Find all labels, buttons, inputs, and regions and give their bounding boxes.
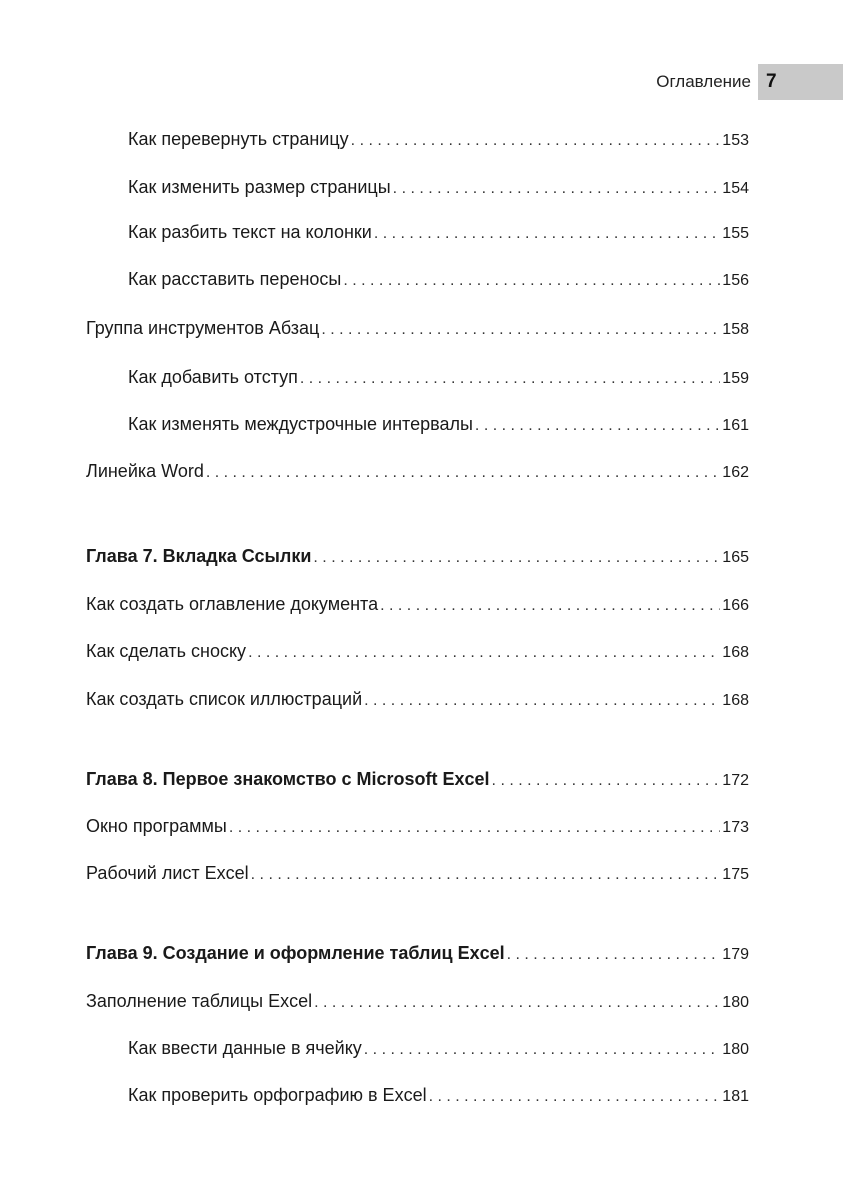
page-number-tab — [758, 64, 843, 100]
toc-entry-title — [86, 939, 505, 967]
toc-entry[interactable] — [128, 410, 749, 438]
toc-entry[interactable] — [128, 265, 749, 293]
toc-entry-title — [86, 590, 378, 618]
toc-entry[interactable] — [86, 590, 749, 618]
toc-entry[interactable] — [86, 637, 749, 665]
toc-entry-title — [128, 218, 372, 246]
toc-entry-page: 162 — [722, 464, 749, 481]
dot-leader — [314, 989, 720, 1017]
dot-leader — [364, 687, 720, 715]
toc-entry[interactable] — [128, 125, 749, 153]
toc-entry[interactable] — [86, 859, 749, 887]
toc-entry[interactable] — [128, 173, 749, 201]
header-title: Оглавление — [656, 72, 751, 91]
toc-entry-title — [86, 637, 246, 665]
dot-leader — [380, 592, 720, 620]
dot-leader — [229, 814, 720, 842]
toc-entry-text: Как создать оглавление документа — [86, 594, 379, 614]
toc-entry-page: 179 — [722, 946, 749, 963]
dot-leader — [248, 639, 720, 667]
toc-entry-page: 181 — [722, 1088, 749, 1105]
page-number: 7 — [766, 71, 777, 92]
toc-entry-page: 158 — [722, 321, 749, 338]
toc-entry-text: Как разбить текст на колонки — [128, 222, 372, 242]
toc-entry[interactable] — [128, 218, 749, 246]
toc-chapter-entry[interactable] — [86, 939, 749, 967]
toc-entry-title — [128, 1034, 362, 1062]
toc-entry-text: Как изменять междустрочные интервалы — [128, 414, 473, 434]
toc-entry-text: Заполнение таблицы Excel — [86, 991, 313, 1011]
toc-entry-page: 161 — [722, 417, 749, 434]
toc-entry-title — [86, 542, 311, 570]
toc-entry[interactable] — [86, 457, 749, 485]
toc-entry-page: 168 — [722, 692, 749, 709]
toc-entry-text: Создание и оформление таблиц Excel — [162, 943, 505, 963]
toc-entry[interactable] — [86, 987, 749, 1015]
toc-entry-text: Рабочий лист Excel — [86, 863, 249, 883]
dot-leader — [321, 316, 720, 344]
dot-leader — [374, 220, 720, 248]
toc-entry-page: 159 — [722, 370, 749, 387]
toc-entry-title — [86, 812, 227, 840]
dot-leader — [351, 127, 721, 155]
toc-entry-page: 154 — [722, 180, 749, 197]
dot-leader — [300, 365, 720, 393]
dot-leader — [429, 1083, 721, 1111]
toc-entry-page: 165 — [722, 549, 749, 566]
toc-entry-title — [86, 685, 362, 713]
dot-leader — [206, 459, 720, 487]
toc-entry-title — [128, 1081, 427, 1109]
toc-entry-title — [86, 457, 204, 485]
toc-entry-text: Как сделать сноску — [86, 641, 247, 661]
toc-entry-text: Группа инструментов Абзац — [86, 318, 320, 338]
toc-entry-title — [86, 859, 249, 887]
toc-entry-text: Как расставить переносы — [128, 269, 342, 289]
toc-chapter-entry[interactable] — [86, 765, 749, 793]
chapter-number: Глава 9. — [86, 943, 158, 963]
dot-leader — [251, 861, 721, 889]
toc-entry-text: Как перевернуть страницу — [128, 129, 349, 149]
toc-entry-title — [128, 363, 298, 391]
toc-entry-text: Как добавить отступ — [128, 367, 298, 387]
toc-entry-text: Как проверить орфографию в Excel — [128, 1085, 427, 1105]
dot-leader — [364, 1036, 721, 1064]
toc-entry-title — [128, 410, 473, 438]
toc-entry[interactable] — [86, 812, 749, 840]
toc-entry[interactable] — [86, 314, 749, 342]
dot-leader — [313, 544, 720, 572]
dot-leader — [343, 267, 720, 295]
toc-entry-title — [86, 765, 490, 793]
toc-entry-page: 153 — [722, 132, 749, 149]
chapter-number: Глава 7. — [86, 546, 158, 566]
dot-leader — [393, 175, 721, 203]
toc-entry-page: 175 — [722, 866, 749, 883]
toc-entry[interactable] — [128, 1081, 749, 1109]
toc-entry-text: Первое знакомство с Microsoft Excel — [162, 769, 490, 789]
toc-entry-page: 156 — [722, 272, 749, 289]
toc-entry-title — [128, 173, 391, 201]
toc-entry-title — [128, 265, 341, 293]
toc-entry-page: 168 — [722, 644, 749, 661]
toc-entry-text: Линейка Word — [86, 461, 204, 481]
toc-entry-text: Окно программы — [86, 816, 227, 836]
toc-entry-text: Вкладка Ссылки — [162, 546, 312, 566]
dot-leader — [475, 412, 720, 440]
toc-entry[interactable] — [86, 685, 749, 713]
toc-entry-title — [128, 125, 349, 153]
toc-entry-page: 172 — [722, 772, 749, 789]
table-of-contents — [86, 0, 749, 1200]
toc-entry-text: Как изменить размер страницы — [128, 177, 391, 197]
toc-entry-page: 155 — [722, 225, 749, 242]
toc-entry-page: 180 — [722, 994, 749, 1011]
toc-entry-title — [86, 314, 319, 342]
toc-entry-page: 173 — [722, 819, 749, 836]
toc-entry[interactable] — [128, 1034, 749, 1062]
dot-leader — [492, 767, 721, 795]
toc-entry-page: 180 — [722, 1041, 749, 1058]
toc-entry-text: Как ввести данные в ячейку — [128, 1038, 362, 1058]
chapter-number: Глава 8. — [86, 769, 158, 789]
dot-leader — [507, 941, 721, 969]
toc-entry[interactable] — [128, 363, 749, 391]
toc-entry-page: 166 — [722, 597, 749, 614]
toc-entry-title — [86, 987, 312, 1015]
toc-chapter-entry[interactable] — [86, 542, 749, 570]
toc-entry-text: Как создать список иллюстраций — [86, 689, 363, 709]
